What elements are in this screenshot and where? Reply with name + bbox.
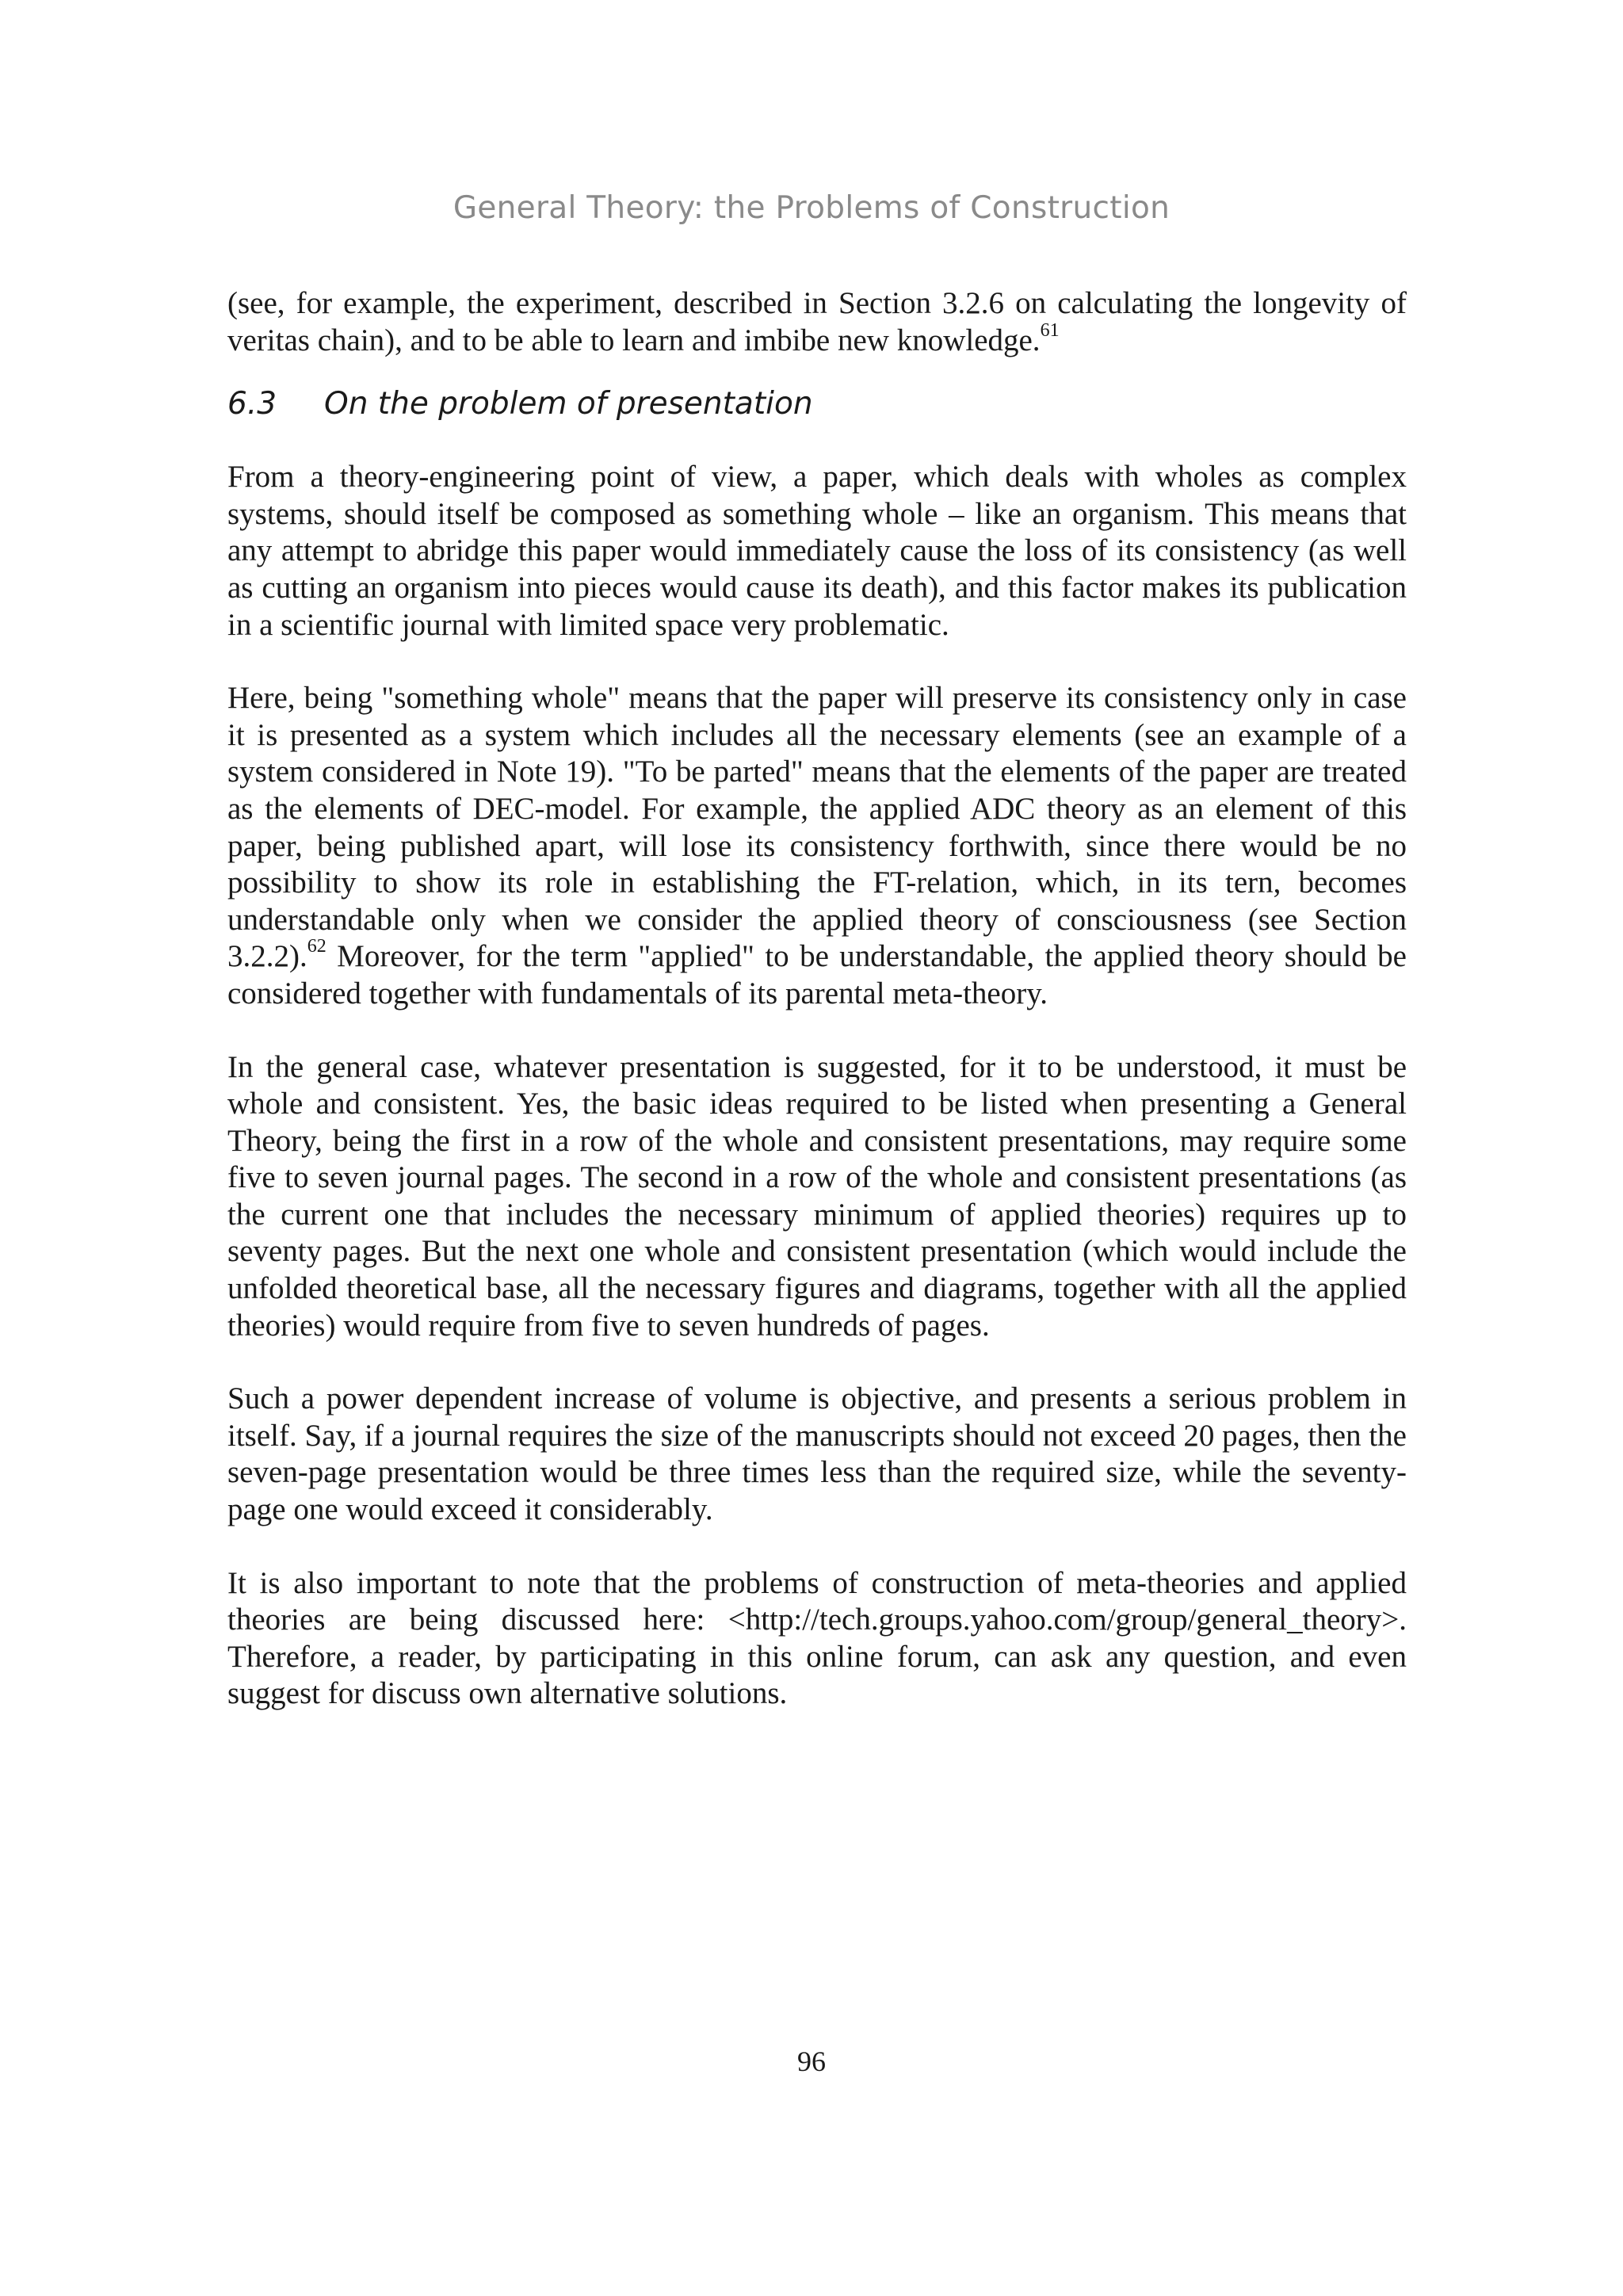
running-header: General Theory: the Problems of Construction	[453, 190, 1170, 226]
footnote-ref-62: 62	[307, 936, 327, 957]
paragraph-3: In the general case, whatever presentation is suggested, for it to be understood, it must be whole and consistent. Yes, the basic ideas required to be listed when presenting a General Theory, being the first in a row of the whole and consistent presentations, may require some five to seven journal pages. The second in a row of the whole and consistent presentations (as the current one that includes the necessary minimum of applied theories) requires up to seventy pages. But the next one whole and consistent presentation (which would include the unfolded theoretical base, all the necessary figures and diagrams, together with all the applied theories) would require from five to seven hundreds of pages.	[227, 1049, 1407, 1343]
page-body	[227, 285, 1407, 1749]
paragraph-2	[227, 680, 1407, 1012]
paragraph-4: Such a power dependent increase of volume is objective, and presents a serious problem in itself. Say, if a journal requires the size of the manuscripts should not exceed 20 pages, then the seven-page presentation would be three times less than the required size, while the seventy-page one would exceed it considerably.	[227, 1381, 1407, 1527]
section-title: On the problem of presentation	[324, 386, 813, 422]
forum-link[interactable]: <http://tech.groups.yahoo.com/group/general_theory>	[727, 1603, 1400, 1637]
page-number: 96	[797, 2046, 826, 2077]
footnote-ref-61: 61	[1040, 319, 1060, 341]
section-heading	[227, 384, 1407, 424]
paragraph-2-continuation: Moreover, for the term "applied" to be understandable, the applied theory should be considered together with fundamentals of its parental meta-theory.	[227, 939, 1407, 1010]
section-number: 6.3	[227, 386, 277, 422]
paragraph-1: From a theory-engineering point of view, a paper, which deals with wholes as complex systems, should itself be composed as something whole – like an organism. This means that any attempt to abridge this paper would immediately cause the loss of its consistency (as well as cutting an organism into pieces would cause its death), and this factor makes its publication in a scientific journal with limited space very problematic.	[227, 460, 1407, 642]
paragraph-2-text: Here, being "something whole" means that the paper will preserve its consistency only in case it is presented as a system which includes all the necessary elements (see an example of a system considered in Note 19). "To be parted" means that the elements of the paper are treated as the elements of DEC-model. For example, the applied ADC theory as an element of this paper, being published apart, will lose its consistency forthwith, since there would be no possibility to show its role in establishing the FT-relation, which, in its tern, becomes understandable only when we consider the applied theory of consciousness (see Section 3.2.2).	[227, 681, 1407, 974]
paragraph-5-text: It is also important to note that the problems of construction of meta-theories and applied theories are being discussed here:	[227, 1565, 1407, 1637]
paragraph-5	[227, 1565, 1407, 1713]
intro-paragraph	[227, 285, 1407, 359]
paragraph-5-continuation: . Therefore, a reader, by participating in this online forum, can ask any question, and even suggest for discuss own alternative solutions.	[227, 1603, 1407, 1711]
intro-text: (see, for example, the experiment, described in Section 3.2.6 on calculating the longevity of veritas chain), and to be able to learn and imbibe new knowledge.	[227, 286, 1407, 357]
